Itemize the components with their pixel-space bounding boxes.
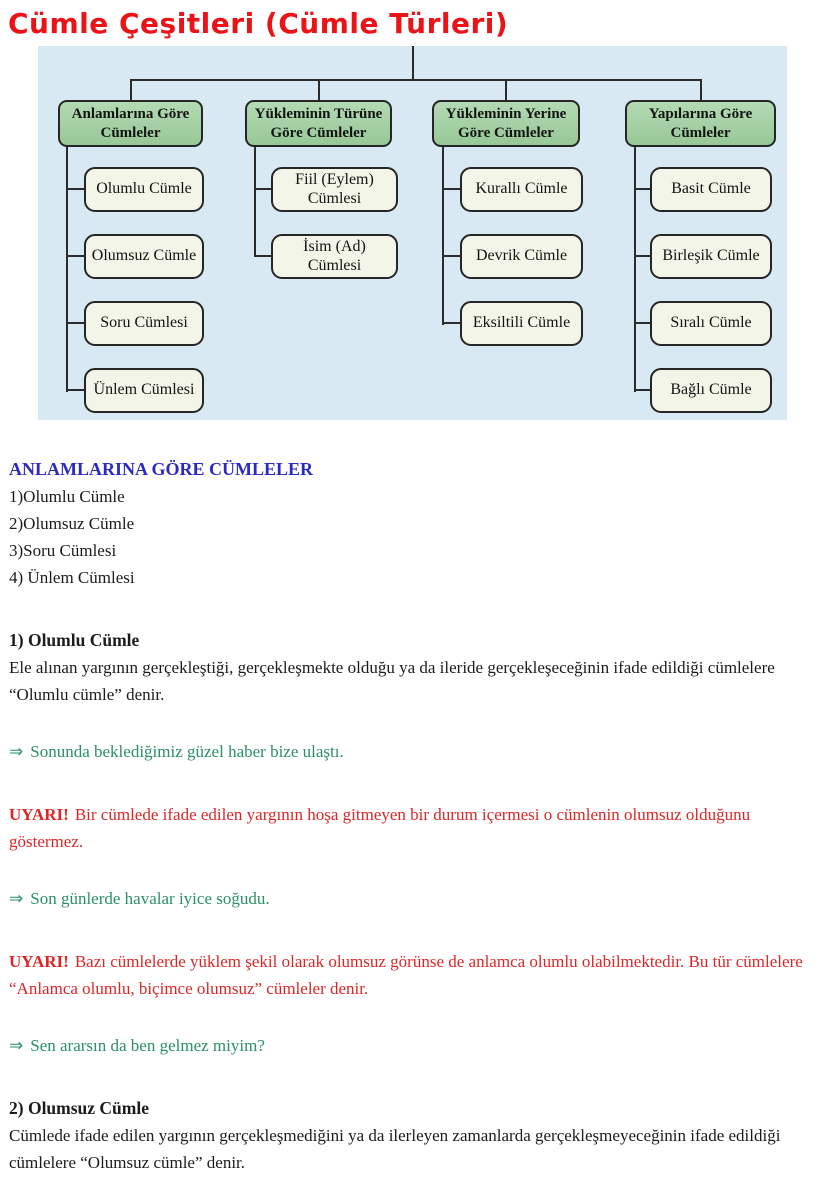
diagram-box-olumsuz-cumle: Olumsuz Cümle (84, 234, 204, 279)
diagram-box-soru-cumlesi: Soru Cümlesi (84, 301, 204, 346)
double-arrow-icon: ⇒ (9, 1036, 24, 1055)
connector-line (442, 147, 444, 325)
connector-line (130, 79, 132, 100)
subsection-heading-olumlu: 1) Olumlu Cümle (9, 630, 140, 650)
diagram-box-eksiltili-cumle: Eksiltili Cümle (460, 301, 583, 346)
connector-line (130, 79, 702, 81)
warning-label: UYARI! (9, 952, 69, 971)
connector-line (412, 46, 414, 80)
connector-line (66, 188, 84, 190)
connector-line (254, 255, 271, 257)
example-sentence (9, 1032, 819, 1059)
example-text: Sen ararsın da ben gelmez miyim? (30, 1036, 265, 1055)
diagram-box-birlesik-cumle: Birleşik Cümle (650, 234, 772, 279)
diagram-box-unlem-cumlesi: Ünlem Cümlesi (84, 368, 204, 413)
connector-line (700, 79, 702, 100)
diagram-box-yapilarina-gore: Yapılarına Göre Cümleler (625, 100, 776, 147)
list-item: 2)Olumsuz Cümle (9, 514, 135, 533)
diagram-box-sirali-cumle: Sıralı Cümle (650, 301, 772, 346)
diagram-box-isim-cumlesi: İsim (Ad) Cümlesi (271, 234, 398, 279)
connector-line (254, 147, 256, 257)
diagram-box-olumlu-cumle: Olumlu Cümle (84, 167, 204, 212)
paragraph-olumlu-definition: Ele alınan yargının gerçekleştiği, gerçekleşmekte olduğu ya da ileride gerçekleşeceğinin ifade edildiği cümlelere “Olumlu cümle” denir. (9, 658, 775, 704)
diagram-box-yukleminin-yerine: Yükleminin Yerine Göre Cümleler (432, 100, 580, 147)
connector-line (442, 188, 460, 190)
connector-line (634, 147, 636, 392)
diagram-box-devrik-cumle: Devrik Cümle (460, 234, 583, 279)
example-text: Sonunda beklediğimiz güzel haber bize ulaştı. (30, 742, 344, 761)
diagram-box-bagli-cumle: Bağlı Cümle (650, 368, 772, 413)
list-item: 1)Olumlu Cümle (9, 487, 125, 506)
connector-line (442, 255, 460, 257)
warning-note (9, 948, 819, 1002)
double-arrow-icon: ⇒ (9, 889, 24, 908)
warning-label: UYARI! (9, 805, 69, 824)
connector-line (66, 147, 68, 392)
example-sentence (9, 738, 819, 765)
paragraph-olumsuz-definition: Cümlede ifade edilen yargının gerçekleşmediğini ya da ilerleyen zamanlarda gerçekleşmeyeceğinin ifade edildiği cümlelere “Olumsuz cümle” denir. (9, 1126, 781, 1172)
section-heading-anlamlarina: ANLAMLARINA GÖRE CÜMLELER (9, 459, 314, 479)
double-arrow-icon: ⇒ (9, 742, 24, 761)
connector-line (505, 79, 507, 100)
diagram-box-basit-cumle: Basit Cümle (650, 167, 772, 212)
document-body (0, 456, 828, 1176)
diagram-box-kuralli-cumle: Kurallı Cümle (460, 167, 583, 212)
connector-line (66, 389, 84, 391)
list-item: 4) Ünlem Cümlesi (9, 568, 135, 587)
connector-line (66, 255, 84, 257)
diagram-box-fiil-cumlesi: Fiil (Eylem) Cümlesi (271, 167, 398, 212)
connector-line (634, 389, 650, 391)
warning-text: Bazı cümlelerde yüklem şekil olarak olumsuz görünse de anlamca olumlu olabilmektedir. Bu tür cümlelere “Anlamca olumlu, biçimce olumsuz” cümleler denir. (9, 952, 803, 998)
connector-line (634, 188, 650, 190)
diagram-box-yukleminin-turune: Yükleminin Türüne Göre Cümleler (245, 100, 392, 147)
sentence-types-diagram (38, 46, 787, 420)
example-text: Son günlerde havalar iyice soğudu. (30, 889, 270, 908)
connector-line (254, 188, 271, 190)
list-item: 3)Soru Cümlesi (9, 541, 117, 560)
warning-text: Bir cümlede ifade edilen yargının hoşa gitmeyen bir durum içermesi o cümlenin olumsuz olduğunu göstermez. (9, 805, 751, 851)
page-title: Cümle Çeşitleri (Cümle Türleri) (8, 7, 509, 40)
diagram-box-anlamlarina-gore: Anlamlarına Göre Cümleler (58, 100, 203, 147)
subsection-heading-olumsuz: 2) Olumsuz Cümle (9, 1098, 149, 1118)
connector-line (634, 322, 650, 324)
connector-line (442, 322, 460, 324)
example-sentence (9, 885, 819, 912)
warning-note (9, 801, 819, 855)
connector-line (634, 255, 650, 257)
connector-line (66, 322, 84, 324)
connector-line (318, 79, 320, 100)
